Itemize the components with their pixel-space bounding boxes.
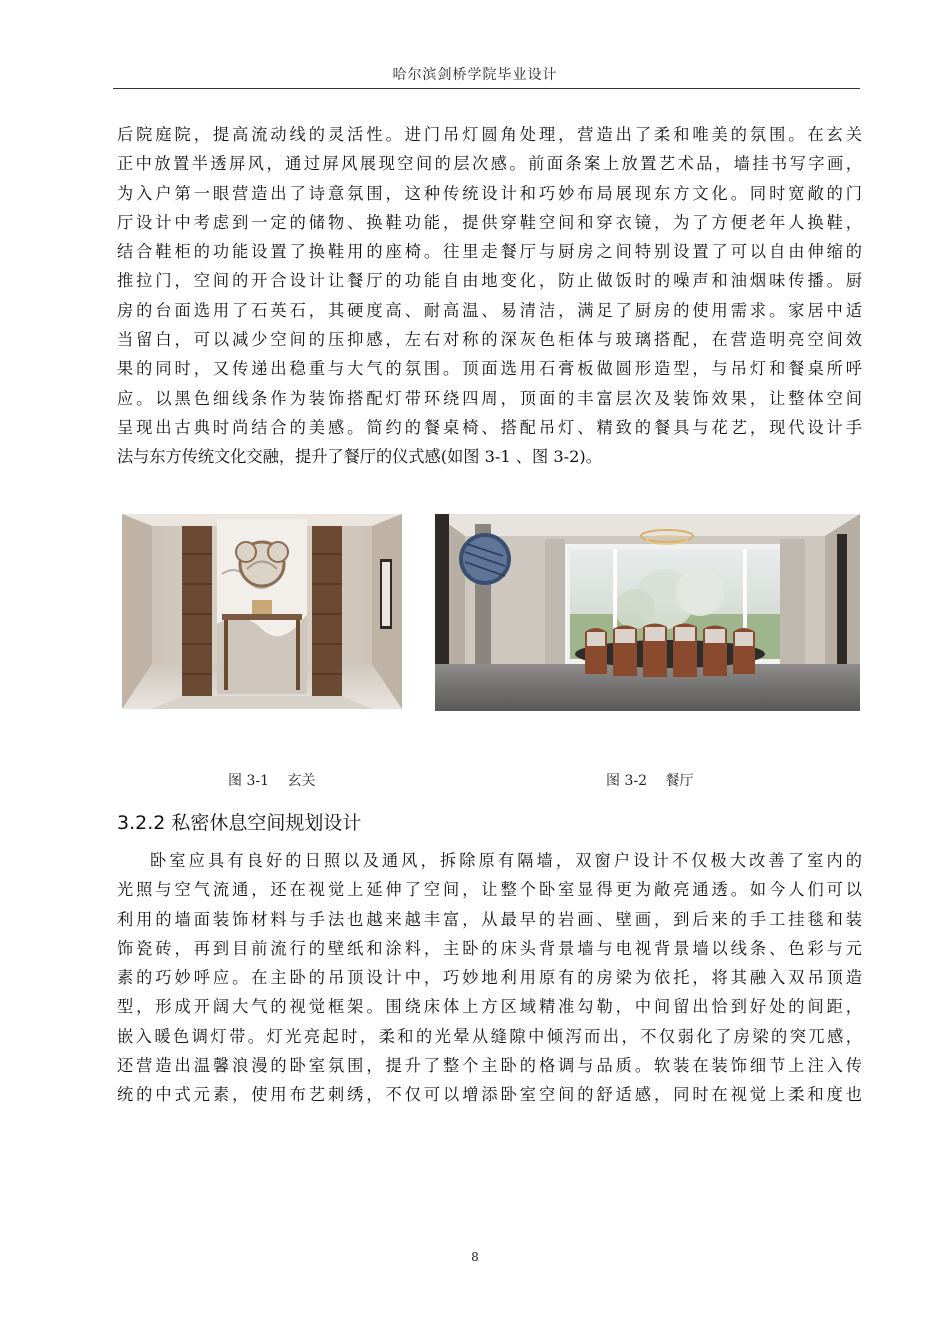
text-line: 厅设计中考虑到一定的储物、换鞋功能，提供穿鞋空间和穿衣镜，为了方便老年人换鞋，	[117, 212, 862, 232]
text-line: 嵌入暖色调灯带。灯光亮起时，柔和的光晕从缝隙中倾泻而出，不仅弱化了房梁的突兀感，	[117, 1026, 862, 1046]
text-line: 型，形成开阔大气的视觉框架。围绕床体上方区域精准勾勒，中间留出恰到好处的间距，	[117, 997, 862, 1017]
page-header-title: 哈尔滨剑桥学院毕业设计	[392, 67, 558, 83]
page-number: 8	[471, 1250, 479, 1264]
text-line: 利用的墙面装饰材料与手法也越来越丰富，从最早的岩画、壁画，到后来的手工挂毯和装	[117, 909, 862, 929]
figure-foyer-image	[122, 514, 402, 709]
text-line: 为入户第一眼营造出了诗意氛围，这种传统设计和巧妙布局展现东方文化。同时宽敞的门	[117, 183, 862, 203]
text-line: 后院庭院，提高流动线的灵活性。进门吊灯圆角处理，营造出了柔和唯美的氛围。在玄关	[117, 125, 862, 144]
text-line: 房的台面选用了石英石，其硬度高、耐高温、易清洁，满足了厨房的使用需求。家居中适	[117, 300, 862, 320]
text-line: 统的中式元素，使用布艺刺绣，不仅可以增添卧室空间的舒适感，同时在视觉上柔和度也	[117, 1085, 862, 1105]
body-paragraph-1	[117, 120, 862, 472]
text-line: 法与东方传统文化交融，提升了餐厅的仪式感(如图 3-1 、图 3-2)。	[117, 447, 602, 467]
text-line: 卧室应具有良好的日照以及通风，拆除原有隔墙，双窗户设计不仅极大改善了室内的	[150, 851, 862, 870]
text-line: 饰瓷砖，再到目前流行的壁纸和涂料，主卧的床头背景墙与电视背景墙以线条、色彩与元	[117, 938, 862, 958]
text-line: 结合鞋柜的功能设置了换鞋用的座椅。往里走餐厅与厨房之间特别设置了可以自由伸缩的	[117, 242, 862, 262]
text-line: 呈现出古典时尚结合的美感。简约的餐桌椅、搭配吊灯、精致的餐具与花艺，现代设计手	[117, 417, 862, 437]
section-heading: 3.2.2 私密休息空间规划设计	[117, 812, 362, 834]
text-line: 还营造出温馨浪漫的卧室氛围，提升了整个主卧的格调与品质。软装在装饰细节上注入传	[117, 1056, 862, 1076]
text-line: 素的巧妙呼应。在主卧的吊顶设计中，巧妙地利用原有的房梁为依托，将其融入双吊顶造	[117, 968, 862, 988]
text-line: 应。以黑色细线条作为装饰搭配灯带环绕四周，顶面的丰富层次及装饰效果，让整体空间	[117, 388, 862, 408]
figure-caption-3-2: 图 3-2 餐厅	[606, 773, 694, 789]
header-rule	[113, 88, 860, 89]
body-paragraph-2	[117, 846, 862, 1110]
text-line: 当留白，可以减少空间的压抑感，左右对称的深灰色柜体与玻璃搭配，在营造明亮空间效	[117, 330, 862, 350]
text-line: 推拉门，空间的开合设计让餐厅的功能自由地变化，防止做饭时的噪声和油烟味传播。厨	[117, 271, 862, 291]
text-line: 正中放置半透屏风，通过屏风展现空间的层次感。前面条案上放置艺术品，墙挂书写字画，	[117, 154, 862, 174]
text-line: 光照与空气流通，还在视觉上延伸了空间，让整个卧室显得更为敞亮通透。如今人们可以	[117, 880, 862, 900]
text-line: 果的同时，又传递出稳重与大气的氛围。顶面选用石膏板做圆形造型，与吊灯和餐桌所呼	[117, 359, 862, 379]
figure-dining-image	[435, 514, 860, 711]
figure-caption-3-1: 图 3-1 玄关	[228, 773, 316, 789]
